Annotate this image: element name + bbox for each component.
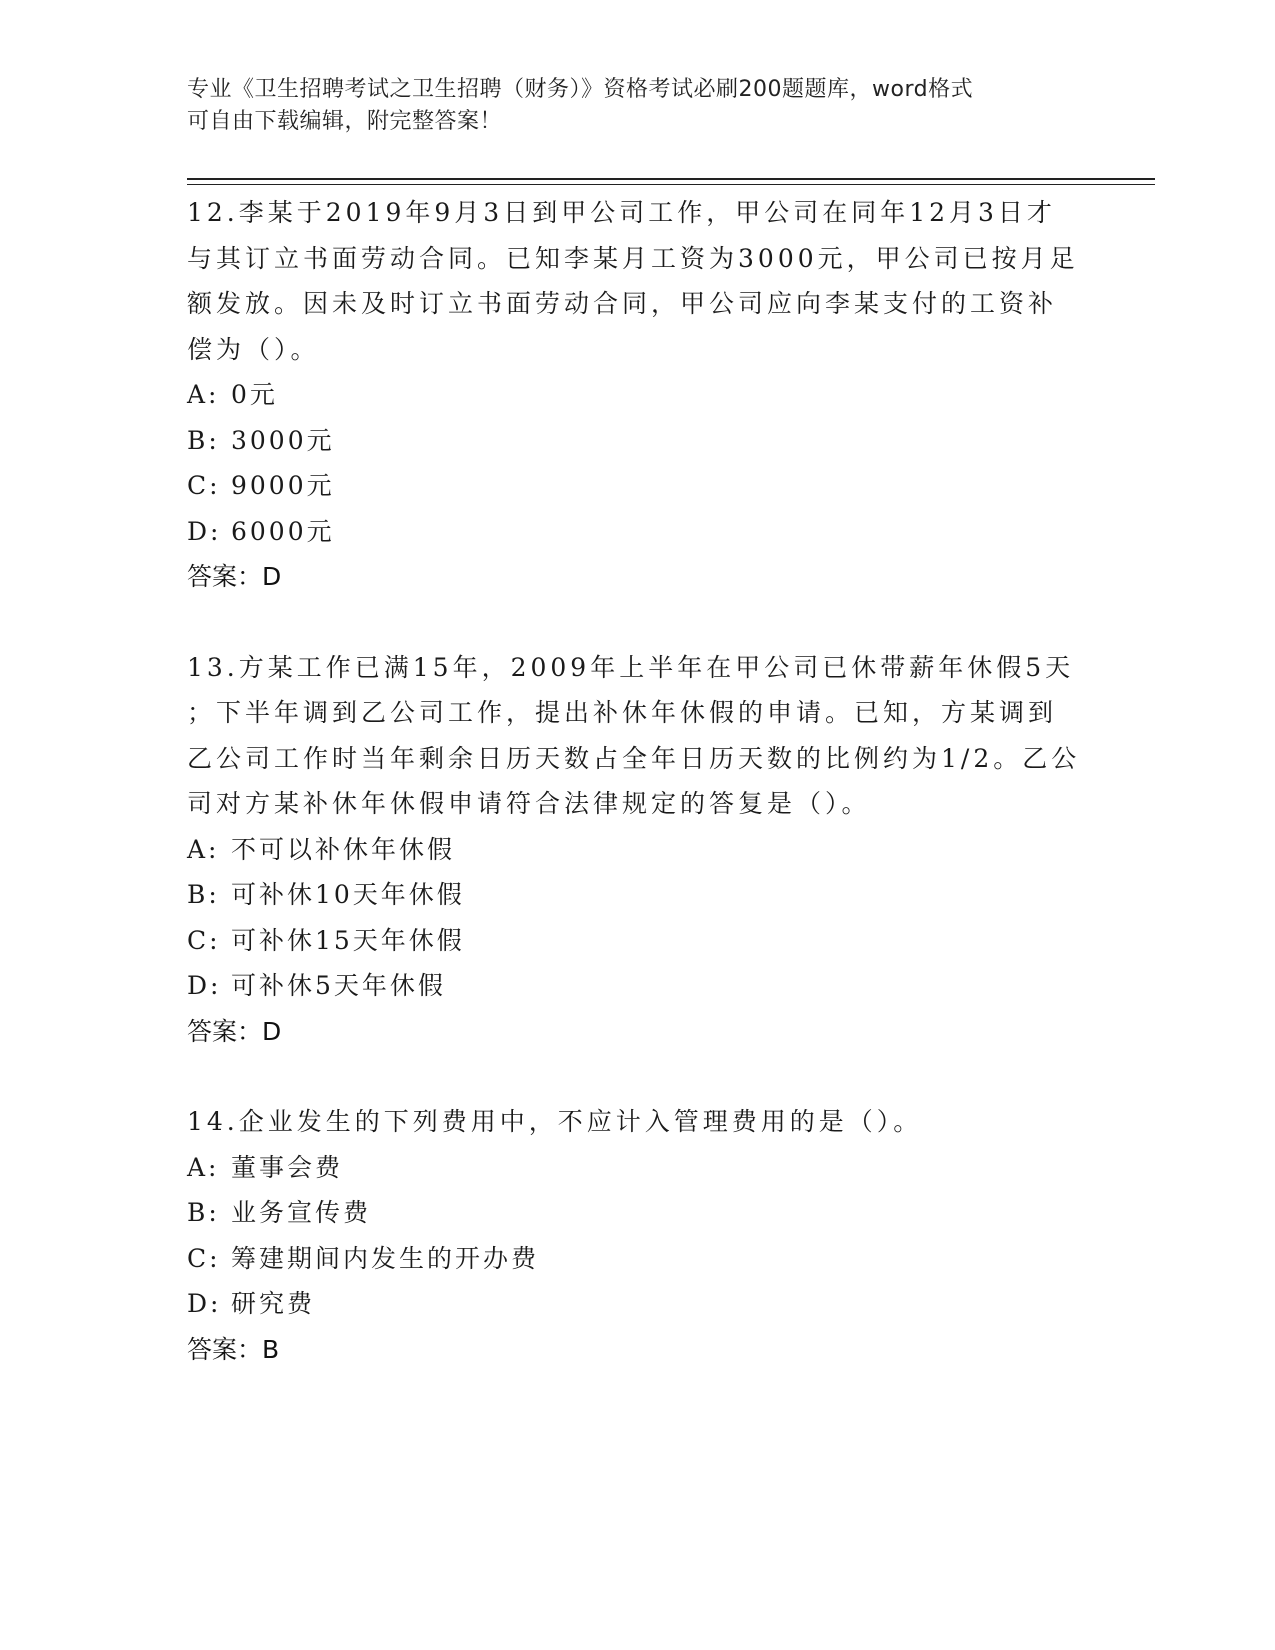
option-key: C: — [187, 925, 221, 955]
option-text: 0元 — [231, 380, 278, 409]
option-key: D: — [187, 971, 222, 1000]
option-text: 筹建期间内发生的开办费 — [231, 1243, 540, 1273]
question-12 — [187, 190, 1087, 600]
option-d — [187, 1281, 1087, 1327]
question-stem-line: 13.方某工作已满15年，2009年上半年在甲公司已休带薪年休假5天 — [187, 652, 1075, 682]
question-stem-line: 与其订立书面劳动合同。已知李某月工资为3000元，甲公司已按月足 — [187, 243, 1079, 273]
option-d — [187, 963, 1087, 1009]
option-a — [187, 1145, 1087, 1191]
option-key: A: — [187, 1152, 220, 1182]
option-c — [187, 918, 1087, 964]
option-key: C: — [187, 471, 221, 500]
question-stem-line: 14.企业发生的下列费用中，不应计入管理费用的是（）。 — [187, 1107, 923, 1136]
option-key: D: — [187, 516, 222, 546]
question-13 — [187, 645, 1087, 1055]
question-spacer — [187, 1054, 1087, 1099]
question-stem-line: ；下半年调到乙公司工作，提出补休年休假的申请。已知，方某调到 — [187, 698, 1058, 727]
option-text: 6000元 — [231, 516, 335, 546]
option-text: 董事会费 — [231, 1152, 344, 1182]
question-stem-line: 偿为（）。 — [187, 334, 320, 364]
question-list — [187, 190, 1087, 1372]
option-text: 不可以补休年休假 — [231, 834, 456, 864]
document-header — [187, 74, 1087, 138]
option-key: B: — [187, 425, 220, 455]
header-divider-thin — [187, 184, 1155, 185]
option-key: A: — [187, 834, 220, 864]
question-spacer — [187, 600, 1087, 645]
option-b — [187, 872, 1087, 918]
question-stem-line: 12.李某于2019年9月3日到甲公司工作，甲公司在同年12月3日才 — [187, 198, 1056, 227]
option-key: C: — [187, 1243, 221, 1273]
answer: 答案：D — [187, 562, 282, 591]
option-key: B: — [187, 880, 220, 909]
option-key: D: — [187, 1289, 222, 1318]
header-line-2: 可自由下载编辑，附完整答案！ — [187, 109, 503, 134]
header-line-1: 专业《卫生招聘考试之卫生招聘（财务）》资格考试必刷200题题库，word格式 — [187, 77, 974, 102]
option-text: 研究费 — [231, 1289, 316, 1318]
option-text: 可补休15天年休假 — [231, 925, 465, 955]
option-a — [187, 827, 1087, 873]
question-stem-line: 司对方某补休年休假申请符合法律规定的答复是（）。 — [187, 789, 871, 818]
question-stem-line: 额发放。因未及时订立书面劳动合同，甲公司应向李某支付的工资补 — [187, 289, 1058, 318]
answer: 答案：D — [187, 1016, 282, 1046]
option-d — [187, 509, 1087, 555]
option-text: 3000元 — [231, 425, 335, 455]
option-text: 业务宣传费 — [231, 1198, 372, 1227]
header-divider-thick — [187, 178, 1155, 180]
option-c — [187, 1236, 1087, 1282]
answer: 答案：B — [187, 1334, 280, 1364]
option-text: 可补休10天年休假 — [231, 880, 465, 909]
option-c — [187, 463, 1087, 509]
option-b — [187, 418, 1087, 464]
question-stem-line: 乙公司工作时当年剩余日历天数占全年日历天数的比例约为1/2。乙公 — [187, 743, 1081, 773]
option-a — [187, 372, 1087, 418]
option-b — [187, 1190, 1087, 1236]
option-text: 9000元 — [231, 471, 335, 500]
option-key: A: — [187, 380, 220, 409]
option-text: 可补休5天年休假 — [231, 971, 446, 1000]
question-14 — [187, 1099, 1087, 1372]
option-key: B: — [187, 1198, 220, 1227]
